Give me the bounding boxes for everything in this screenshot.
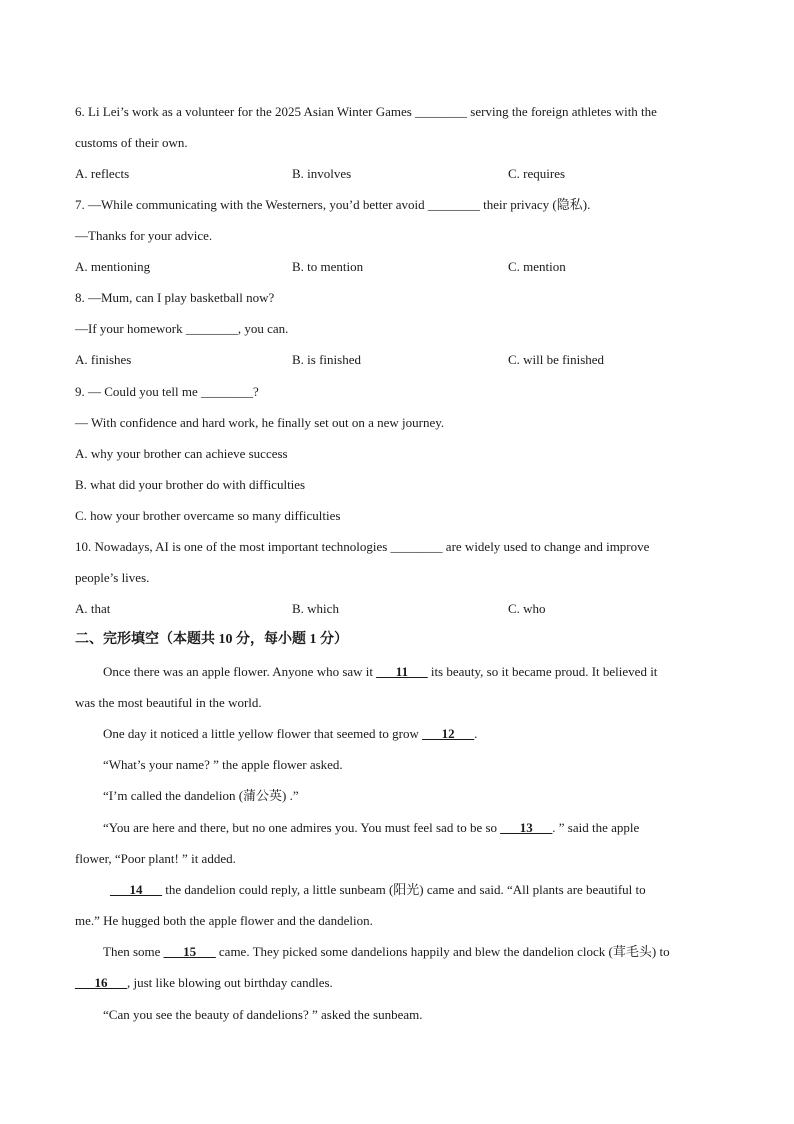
passage-paragraph-8: “Can you see the beauty of dandelions? ” asked the sunbeam. xyxy=(103,1007,423,1022)
question-7-option-c: C. mention xyxy=(508,259,566,274)
question-10-stem: 10. Nowadays, AI is one of the most important technologies ________ are widely used to change and improve xyxy=(75,539,650,554)
question-7-option-b: B. to mention xyxy=(292,259,364,274)
passage-text: One day it noticed a little yellow flower that seemed to grow xyxy=(103,726,423,741)
passage-paragraph-3: “What’s your name? ” the apple flower asked. xyxy=(103,757,343,772)
question-9-option-a: A. why your brother can achieve success xyxy=(75,446,288,461)
question-8-reply: —If your homework ________, you can. xyxy=(75,321,289,336)
question-10-option-a: A. that xyxy=(75,601,111,616)
blank-16: ___16___ xyxy=(75,975,127,990)
passage-paragraph-1-cont: was the most beautiful in the world. xyxy=(75,695,262,710)
question-7-stem: 7. —While communicating with the Westerners, you’d better avoid ________ their privacy (隐私). xyxy=(75,197,591,212)
question-10-option-b: B. which xyxy=(292,601,339,616)
passage-paragraph-6-cont: me.” He hugged both the apple flower and the dandelion. xyxy=(75,913,373,928)
passage-text: came. They picked some dandelions happily and blew the dandelion clock (茸毛头) to xyxy=(215,944,670,959)
question-7-option-a: A. mentioning xyxy=(75,259,151,274)
question-8-stem: 8. —Mum, can I play basketball now? xyxy=(75,290,275,305)
passage-text: . xyxy=(474,726,478,741)
question-6-option-b: B. involves xyxy=(292,166,352,181)
passage-paragraph-7 xyxy=(103,943,753,961)
passage-text: the dandelion could reply, a little sunbeam (阳光) came and said. “All plants are beautiful to xyxy=(162,882,646,897)
passage-text: . ” said the apple xyxy=(552,820,640,835)
section-2-heading: 二、完形填空（本题共 10 分，每小题 1 分） xyxy=(75,632,348,647)
question-7-reply: —Thanks for your advice. xyxy=(75,228,213,243)
blank-11: ___11___ xyxy=(376,664,428,679)
passage-text: “You are here and there, but no one admires you. You must feel sad to be so xyxy=(103,820,501,835)
blank-15: ___15___ xyxy=(163,944,216,959)
blank-12: ___12___ xyxy=(422,726,475,741)
question-10-option-c: C. who xyxy=(508,601,546,616)
question-9-option-b: B. what did your brother do with difficulties xyxy=(75,477,306,492)
question-6-option-a: A. reflects xyxy=(75,166,130,181)
blank-14: ___14___ xyxy=(110,882,162,897)
question-9-stem: 9. — Could you tell me ________? xyxy=(75,384,259,399)
question-6-stem: 6. Li Lei’s work as a volunteer for the 2025 Asian Winter Games ________ serving the foreign athletes with the xyxy=(75,104,657,119)
passage-paragraph-7-cont xyxy=(75,974,725,992)
passage-paragraph-1 xyxy=(103,663,753,681)
blank-13: ___13___ xyxy=(500,820,553,835)
passage-text: its beauty, so it became proud. It believed it xyxy=(427,664,658,679)
passage-paragraph-5 xyxy=(103,819,753,837)
question-8-option-b: B. is finished xyxy=(292,352,361,367)
passage-text: Once there was an apple flower. Anyone who saw it xyxy=(103,664,377,679)
question-9-reply: — With confidence and hard work, he finally set out on a new journey. xyxy=(75,415,445,430)
passage-text: , just like blowing out birthday candles. xyxy=(127,975,333,990)
question-8-option-a: A. finishes xyxy=(75,352,132,367)
passage-paragraph-4: “I’m called the dandelion (蒲公英) .” xyxy=(103,788,299,803)
question-8-option-c: C. will be finished xyxy=(508,352,605,367)
question-6-option-c: C. requires xyxy=(508,166,566,181)
passage-paragraph-5-cont: flower, “Poor plant! ” it added. xyxy=(75,851,236,866)
passage-paragraph-2 xyxy=(103,725,753,743)
question-6-stem-cont: customs of their own. xyxy=(75,135,188,150)
question-9-option-c: C. how your brother overcame so many difficulties xyxy=(75,508,341,523)
question-10-stem-cont: people’s lives. xyxy=(75,570,150,585)
passage-paragraph-6 xyxy=(110,881,760,899)
passage-text: Then some xyxy=(103,944,164,959)
